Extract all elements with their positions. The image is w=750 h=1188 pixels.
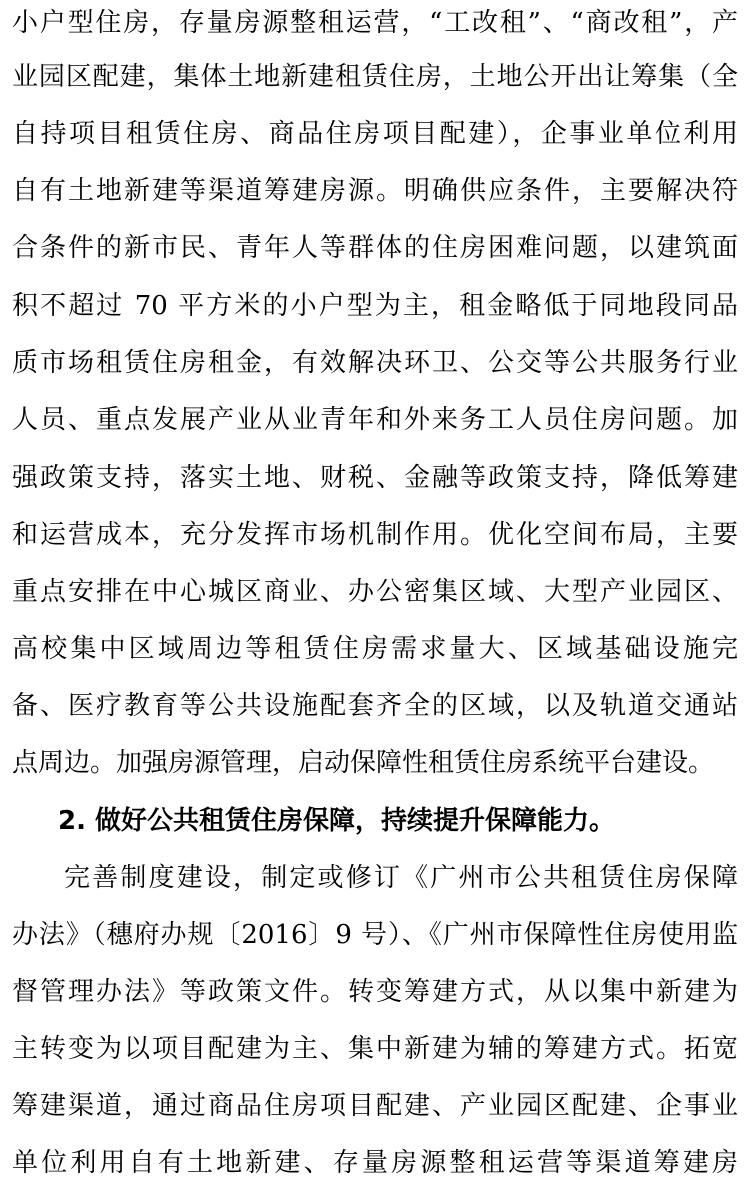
paragraph-1-line-5: 合条件的新市民、青年人等群体的住房困难问题，以建筑面: [12, 233, 738, 263]
paragraph-1-line-4: 自有土地新建等渠道筹建房源。明确供应条件，主要解决符: [12, 176, 738, 206]
paragraph-2-line-3: 督管理办法》等政策文件。转变筹建方式，从以集中新建为: [12, 977, 738, 1007]
paragraph-2-line-5: 筹建渠道，通过商品住房项目配建、产业园区配建、企事业: [12, 1091, 738, 1121]
paragraph-1-line-2: 业园区配建，集体土地新建租赁住房，土地公开出让筹集（全: [12, 62, 738, 92]
paragraph-1-line-8: 人员、重点发展产业从业青年和外来务工人员住房问题。加: [12, 405, 738, 435]
paragraph-2-line-6: 单位利用自有土地新建、存量房源整租运营等渠道筹建房: [12, 1148, 738, 1178]
paragraph-1-line-14: 点周边。加强房源管理，启动保障性租赁住房系统平台建设。: [12, 748, 715, 778]
paragraph-1-line-12: 高校集中区域周边等租赁住房需求量大、区域基础设施完: [12, 634, 738, 664]
section-heading: 2. 做好公共租赁住房保障，持续提升保障能力。: [58, 806, 616, 836]
paragraph-2-line-4: 主转变为以项目配建为主、集中新建为辅的筹建方式。拓宽: [12, 1034, 738, 1064]
paragraph-1-line-13: 备、医疗教育等公共设施配套齐全的区域，以及轨道交通站: [12, 691, 738, 721]
paragraph-1-line-9: 强政策支持，落实土地、财税、金融等政策支持，降低筹建: [12, 463, 738, 493]
paragraph-1-line-7: 质市场租赁住房租金，有效解决环卫、公交等公共服务行业: [12, 348, 738, 378]
paragraph-1-line-1: 小户型住房，存量房源整租运营，“工改租”、“商改租”，产: [12, 8, 738, 38]
paragraph-1-line-6: 积不超过 70 平方米的小户型为主，租金略低于同地段同品: [12, 291, 738, 321]
paragraph-2-line-1: 完善制度建设，制定或修订《广州市公共租赁住房保障: [64, 863, 738, 893]
paragraph-1-line-3: 自持项目租赁住房、商品住房项目配建），企事业单位利用: [12, 119, 738, 149]
paragraph-2-line-2: 办法》（穗府办规〔2016〕9 号）、《广州市保障性住房使用监: [12, 920, 738, 950]
paragraph-1-line-11: 重点安排在中心城区商业、办公密集区域、大型产业园区、: [12, 577, 738, 607]
paragraph-1-line-10: 和运营成本，充分发挥市场机制作用。优化空间布局，主要: [12, 520, 738, 550]
